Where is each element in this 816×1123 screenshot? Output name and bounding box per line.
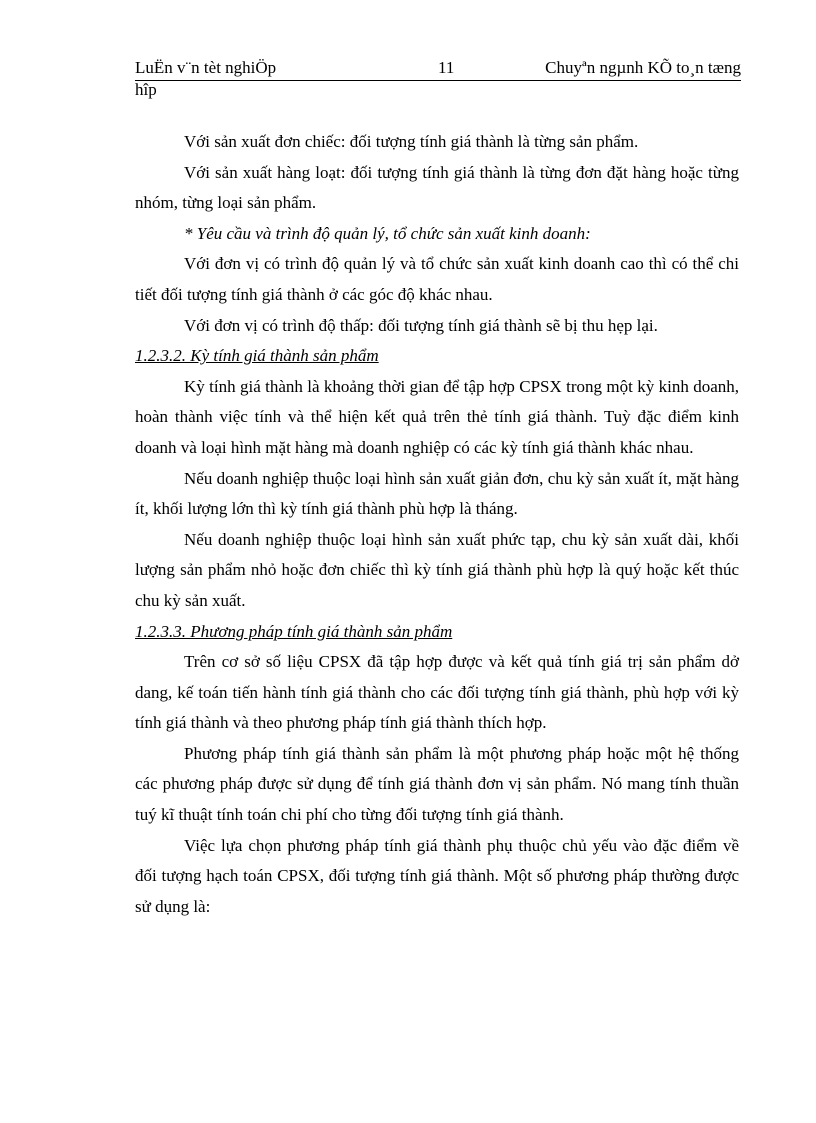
page-header [135,58,741,81]
paragraph: Việc lựa chọn phương pháp tính giá thành phụ thuộc chủ yếu vào đặc điểm về đối tượng hạch toán CPSX, đối tượng tính giá thành. Một số phương pháp thường được sử dụng là: [135,835,739,916]
subheading-requirement: * Yêu cầu và trình độ quản lý, tổ chức sản xuất kinh doanh: [184,223,591,243]
header-thesis-title: LuËn v¨n tèt nghiÖp [135,58,277,77]
paragraph: Với đơn vị có trình độ thấp: đối tượng tính giá thành sẽ bị thu hẹp lại. [184,315,658,335]
header-continuation: hîp [135,80,157,99]
paragraph: Nếu doanh nghiệp thuộc loại hình sản xuất phức tạp, chu kỳ sản xuất dài, khối lượng sản phẩm nhỏ hoặc đơn chiếc thì kỳ tính giá thành phù hợp là quý hoặc kết thúc chu kỳ sản xuất. [135,529,739,610]
paragraph: Kỳ tính giá thành là khoảng thời gian để tập hợp CPSX trong một kỳ kinh doanh, hoàn thành việc tính và thể hiện kết quả trên thẻ tính giá thành. Tuỳ đặc điểm kinh doanh và loại hình mặt hàng mà doanh nghiệp có các kỳ tính giá thành khác nhau. [135,376,739,457]
section-heading-1-2-3-2: 1.2.3.2. Kỳ tính giá thành sản phẩm [135,346,379,366]
header-page-number: 11 [438,58,455,77]
paragraph: Với sản xuất hàng loạt: đối tượng tính giá thành là từng đơn đặt hàng hoặc từng nhóm, từng loại sản phẩm. [135,162,739,213]
paragraph: Phương pháp tính giá thành sản phẩm là một phương pháp hoặc một hệ thống các phương pháp được sử dụng để tính giá thành đơn vị sản phẩm. Nó mang tính thuần tuý kĩ thuật tính toán chi phí cho từng đối tượng tính giá thành. [135,743,739,825]
paragraph: Nếu doanh nghiệp thuộc loại hình sản xuất giản đơn, chu kỳ sản xuất ít, mặt hàng ít, khối lượng lớn thì kỳ tính giá thành phù hợp là tháng. [135,468,739,519]
paragraph: Với đơn vị có trình độ quản lý và tổ chức sản xuất kinh doanh cao thì có thể chi tiết đối tượng tính giá thành ở các góc độ khác nhau. [135,254,739,304]
section-heading-1-2-3-3: 1.2.3.3. Phương pháp tính giá thành sản phẩm [135,621,453,641]
header-major: Chuyªn ngµnh KÕ to¸n tæng [545,58,741,77]
paragraph: Trên cơ sở số liệu CPSX đã tập hợp được và kết quả tính giá trị sản phẩm dở dang, kế toán tiến hành tính giá thành cho các đối tượng tính giá thành, phù hợp với kỳ tính giá thành và theo phương pháp tính giá thành thích hợp. [135,652,739,733]
paragraph: Với sản xuất đơn chiếc: đối tượng tính giá thành là từng sản phẩm. [184,132,639,151]
document-body [135,127,739,922]
